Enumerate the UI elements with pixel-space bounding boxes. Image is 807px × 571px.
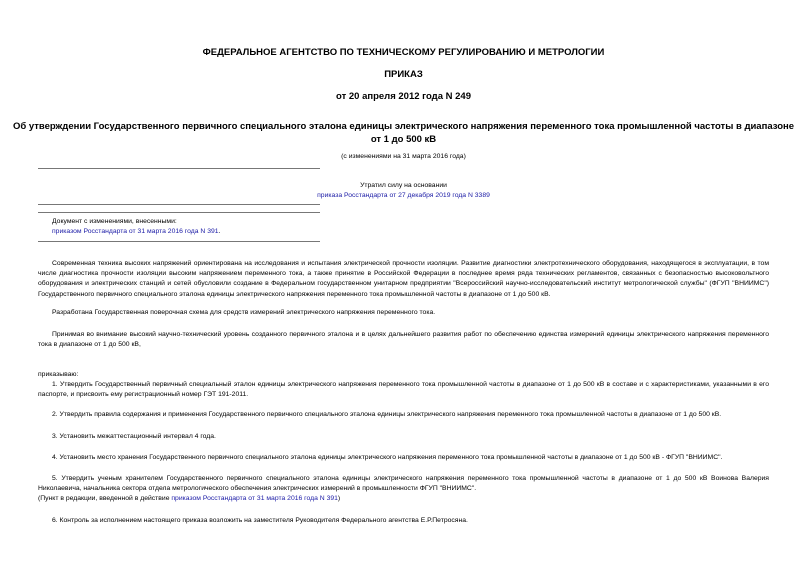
document-title xyxy=(0,120,807,146)
amendment-order-link[interactable]: приказом Росстандарта от 31 марта 2016 года N 391 xyxy=(52,228,219,235)
status-text: Утратил силу на основании xyxy=(360,182,447,189)
order-item-3: 3. Установить межаттестационный интервал 4 года. xyxy=(52,433,216,440)
divider xyxy=(38,212,320,213)
document-title-line-2: от 1 до 500 кВ xyxy=(370,134,437,145)
paragraph-2: Разработана Государственная поверочная схема для средств измерений электрического напряжения переменного тока. xyxy=(52,309,436,316)
order-item-4: 4. Установить место хранения Государственного первичного специального эталона единицы электрического напряжения переменного тока промышленной частоты в диапазоне от 1 до 500 кВ - ФГУП "ВНИИМС". xyxy=(52,454,723,461)
order-item-5-note xyxy=(38,494,769,504)
agency-name: ФЕДЕРАЛЬНОЕ АГЕНТСТВО ПО ТЕХНИЧЕСКОМУ РЕГУЛИРОВАНИЮ И МЕТРОЛОГИИ xyxy=(202,47,605,58)
divider xyxy=(38,168,320,169)
divider xyxy=(38,241,320,242)
document-type: ПРИКАЗ xyxy=(384,69,423,80)
amend-box-link-suffix: . xyxy=(218,228,221,235)
note-amendment-link[interactable]: приказом Росстандарта от 31 марта 2016 года N 391 xyxy=(171,495,338,502)
note-prefix: (Пункт в редакции, введенной в действие xyxy=(38,495,172,502)
paragraph-1: Современная техника высоких напряжений ориентирована на исследования и испытания электрической прочности изоляции. Развитие диагностики электротехнического оборудования, находящегося в эксплуатации, в том числе диагностика прочности изоляции высоким напряжением переменного тока, а также принятие в Российской Федерации в последнее время ряда технических регламентов, связанных с безопасностью высоковольтного оборудования и электрических станций и сетей обусловили создание в Федеральном государственном унитарном предприятии "Всероссийский научно-исследовательский институт метрологической службы" (ФГУП "ВНИИМС") Государственного первичного специального эталона единицы электрического напряжения переменного тока промышленной частоты в диапазоне от 1 до 500 кВ. xyxy=(38,260,769,298)
document-date: от 20 апреля 2012 года N 249 xyxy=(336,91,471,102)
order-word: приказываю: xyxy=(38,371,79,378)
note-suffix: ) xyxy=(337,495,341,502)
order-item-5: 5. Утвердить ученым хранителем Государственного первичного специального эталона единицы электрического напряжения переменного тока промышленной частоты в диапазоне от 1 до 500 кВ Воинова Валерия Николаевича, начальника сектора отдела метрологического обеспечения электрических измерений в промышленности ФГУП "ВНИИМС". xyxy=(38,475,769,493)
status-link-row xyxy=(0,191,807,201)
amendments-note: (с изменениями на 31 марта 2016 года) xyxy=(341,153,466,160)
order-item-1: 1. Утвердить Государственный первичный специальный эталон единицы электрического напряжения переменного тока промышленной частоты в диапазоне от 1 до 500 кВ в составе и с характеристиками, указанными в его паспорте, и присвоить ему регистрационный номер ГЭТ 191-2011. xyxy=(38,381,769,399)
order-item-2: 2. Утвердить правила содержания и применения Государственного первичного специального эталона единицы электрического напряжения переменного тока промышленной частоты в диапазоне от 1 до 500 кВ. xyxy=(52,411,722,418)
amend-box-label: Документ с изменениями, внесенными: xyxy=(52,218,177,225)
document-title-line-1: Об утверждении Государственного первичного специального эталона единицы электрического напряжения переменного тока промышленной частоты в диапазоне xyxy=(12,121,795,132)
paragraph-3: Принимая во внимание высокий научно-технический уровень созданного первичного эталона и в целях дальнейшего развития работ по обеспечению единства измерений единицы электрического напряжения переменного тока в диапазоне от 1 до 500 кВ, xyxy=(38,331,769,349)
repeal-order-link[interactable]: приказа Росстандарта от 27 декабря 2019 года N 3389 xyxy=(317,192,490,199)
order-item-6: 6. Контроль за исполнением настоящего приказа возложить на заместителя Руководителя Федерального агентства Е.Р.Петросяна. xyxy=(52,517,468,524)
amend-box-link-row xyxy=(52,227,220,237)
divider xyxy=(38,204,320,205)
